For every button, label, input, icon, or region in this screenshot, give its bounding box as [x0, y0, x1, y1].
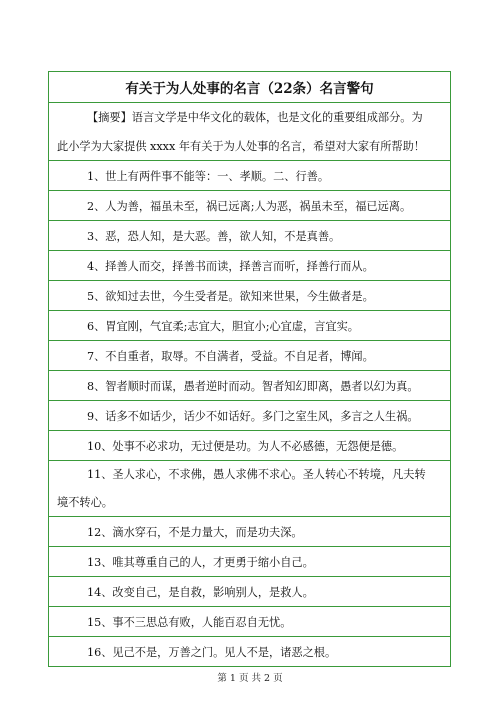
quote-item: 13、唯其尊重自己的人，才更勇于缩小自己。 [49, 546, 450, 576]
quote-item: 2、人为善，福虽未至，祸已远离;人为恶，祸虽未至，福已远离。 [49, 190, 450, 220]
abstract [49, 102, 450, 160]
quote-item: 9、话多不如话少，话少不如话好。多门之室生风，多言之人生祸。 [49, 400, 450, 430]
quote-item: 5、欲知过去世，今生受者是。欲知来世果，今生做者是。 [49, 280, 450, 310]
abstract-line-1: 【摘要】语言文学是中华文化的载体，也是文化的重要组成部分。为 [87, 111, 423, 124]
abstract-line-2: 此小学为大家提供 xxxx 年有关于为人处事的名言，希望对大家有所帮助！ [57, 140, 425, 153]
quote-item: 10、处事不必求功，无过便是功。为人不必感德，无怨便是德。 [49, 430, 450, 460]
quote-item: 4、择善人而交，择善书而读，择善言而听，择善行而从。 [49, 250, 450, 280]
quote-item: 8、智者顺时而谋，愚者逆时而动。智者知幻即离，愚者以幻为真。 [49, 370, 450, 400]
quote-item: 12、滴水穿石，不是力量大，而是功夫深。 [49, 516, 450, 546]
quotes-table [48, 71, 451, 667]
quote-item: 6、胃宜刚，气宜柔;志宜大，胆宜小;心宜虚，言宜实。 [49, 310, 450, 340]
quote-item: 14、改变自己，是自救，影响别人，是救人。 [49, 576, 450, 606]
quote-item [49, 460, 450, 516]
quote-item: 7、不自重者，取辱。不自满者，受益。不自足者，博闻。 [49, 340, 450, 370]
document-title: 有关于为人处事的名言（22条）名言警句 [125, 81, 374, 97]
quote-item: 16、见己不是，万善之门。见人不是，诸恶之根。 [49, 636, 450, 666]
quote-item: 3、恶，恐人知，是大恶。善，欲人知，不是真善。 [49, 220, 450, 250]
quote-item: 1、世上有两件事不能等：一、孝顺。二、行善。 [49, 160, 450, 190]
quote-item-line-2: 境不转心。 [57, 496, 113, 509]
quote-item: 15、事不三思总有败，人能百忍自无忧。 [49, 606, 450, 636]
quote-item-line-1: 11、圣人求心，不求佛，愚人求佛不求心。圣人转心不转境，凡夫转 [87, 468, 426, 481]
page-number: 第 1 页 共 2 页 [217, 673, 283, 684]
